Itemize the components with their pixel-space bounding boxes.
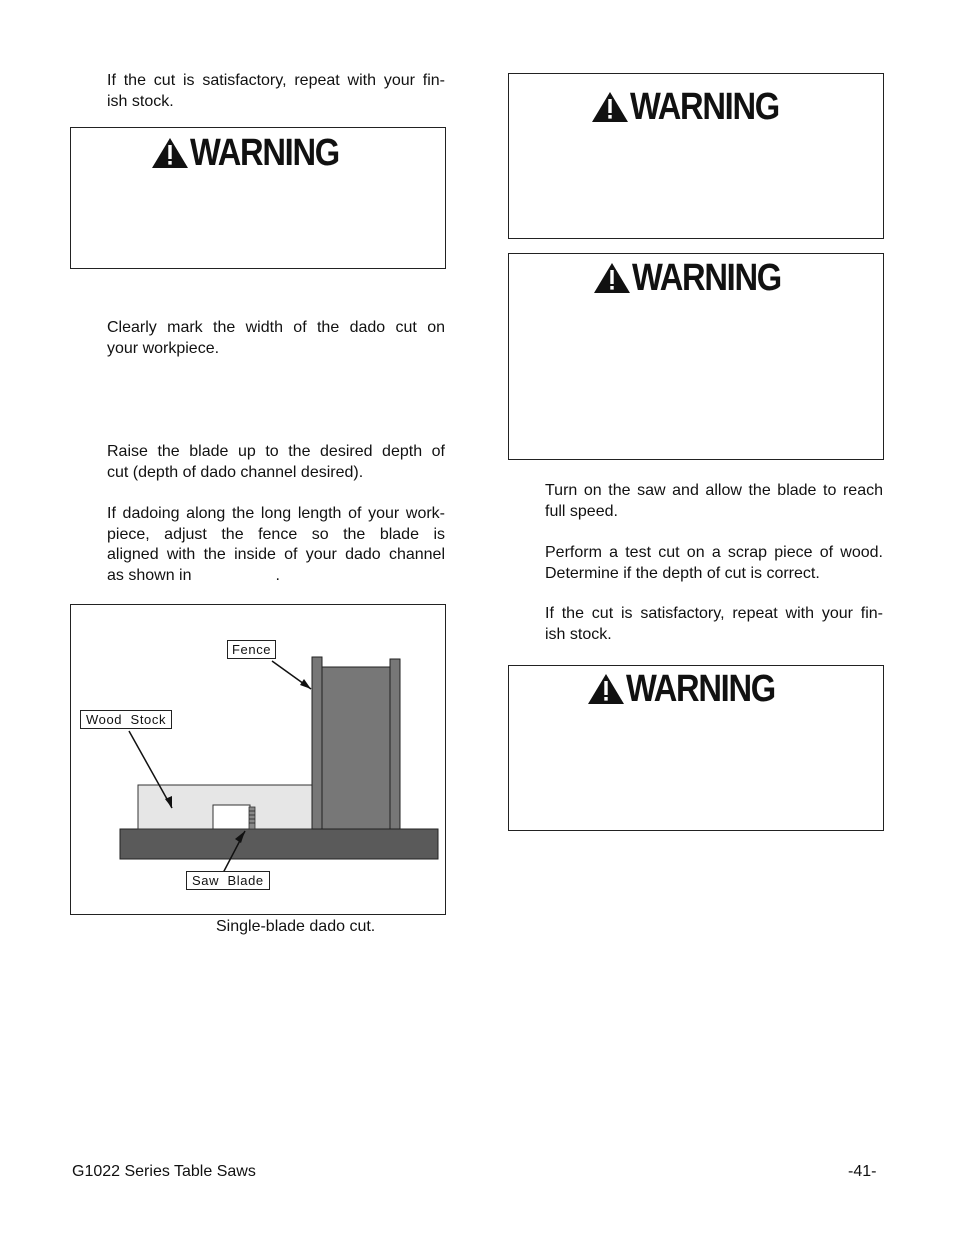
figure-caption: Single-blade dado cut. (216, 918, 376, 935)
figure-frame (70, 604, 446, 915)
fence-label: Fence (227, 640, 276, 659)
text-line: ish stock. (545, 625, 612, 643)
paragraph-repeat-finish-left (107, 71, 445, 112)
text-line: Turn on the saw and allow the blade to reach (545, 482, 883, 499)
warning-header (587, 670, 799, 708)
saw-blade-icon (249, 807, 255, 829)
paragraph-raise-blade (107, 442, 445, 483)
text-line: ish stock. (107, 92, 174, 110)
warning-box-4 (508, 665, 884, 831)
warning-triangle-icon (587, 672, 625, 706)
text-line: If the cut is satisfactory, repeat with your fin- (107, 72, 445, 89)
paragraph-test-cut (545, 543, 883, 584)
footer-title: G1022 Series Table Saws (72, 1163, 256, 1180)
warning-header (591, 88, 803, 126)
text-line: Raise the blade up to the desired depth of (107, 443, 445, 460)
warning-triangle-icon (151, 136, 189, 170)
dado-channel (213, 805, 250, 829)
warning-title: WARNING (626, 668, 775, 710)
fence-post-right (390, 659, 400, 829)
text-line: piece, adjust the fence so the blade is (107, 525, 445, 543)
text-line: Determine if the depth of cut is correct. (545, 564, 820, 582)
page-number: -41- (848, 1163, 877, 1180)
text-line: Perform a test cut on a scrap piece of wood. (545, 544, 883, 561)
warning-triangle-icon (593, 261, 631, 295)
warning-box-2 (508, 73, 884, 239)
paragraph-adjust-fence (107, 504, 445, 587)
text-line: If the cut is satisfactory, repeat with your fin- (545, 605, 883, 622)
wood-stock-label: Wood Stock (80, 710, 172, 729)
text-line: If dadoing along the long length of your work- (107, 505, 445, 522)
warning-triangle-icon (591, 90, 629, 124)
paragraph-mark-width (107, 318, 445, 359)
warning-title: WARNING (190, 132, 339, 174)
text-fragment: . (275, 567, 280, 585)
warning-box-1 (70, 127, 446, 269)
text-line: aligned with the inside of your dado channel (107, 546, 445, 564)
paragraph-repeat-finish-right (545, 604, 883, 645)
fence-body (322, 667, 390, 829)
text-fragment: as shown in (107, 567, 192, 585)
paragraph-turn-on-saw (545, 481, 883, 522)
text-line: your workpiece. (107, 339, 220, 357)
fence-post-left (312, 657, 322, 829)
warning-header (593, 259, 805, 297)
warning-header (151, 134, 363, 172)
warning-title: WARNING (630, 86, 779, 128)
saw-blade-label: Saw Blade (186, 871, 270, 890)
warning-box-3 (508, 253, 884, 460)
text-line: Clearly mark the width of the dado cut on (107, 319, 445, 336)
text-line-last (107, 566, 445, 587)
table-surface (120, 829, 438, 859)
text-line: cut (depth of dado channel desired). (107, 463, 364, 481)
warning-title: WARNING (632, 257, 781, 299)
text-line: full speed. (545, 502, 618, 520)
